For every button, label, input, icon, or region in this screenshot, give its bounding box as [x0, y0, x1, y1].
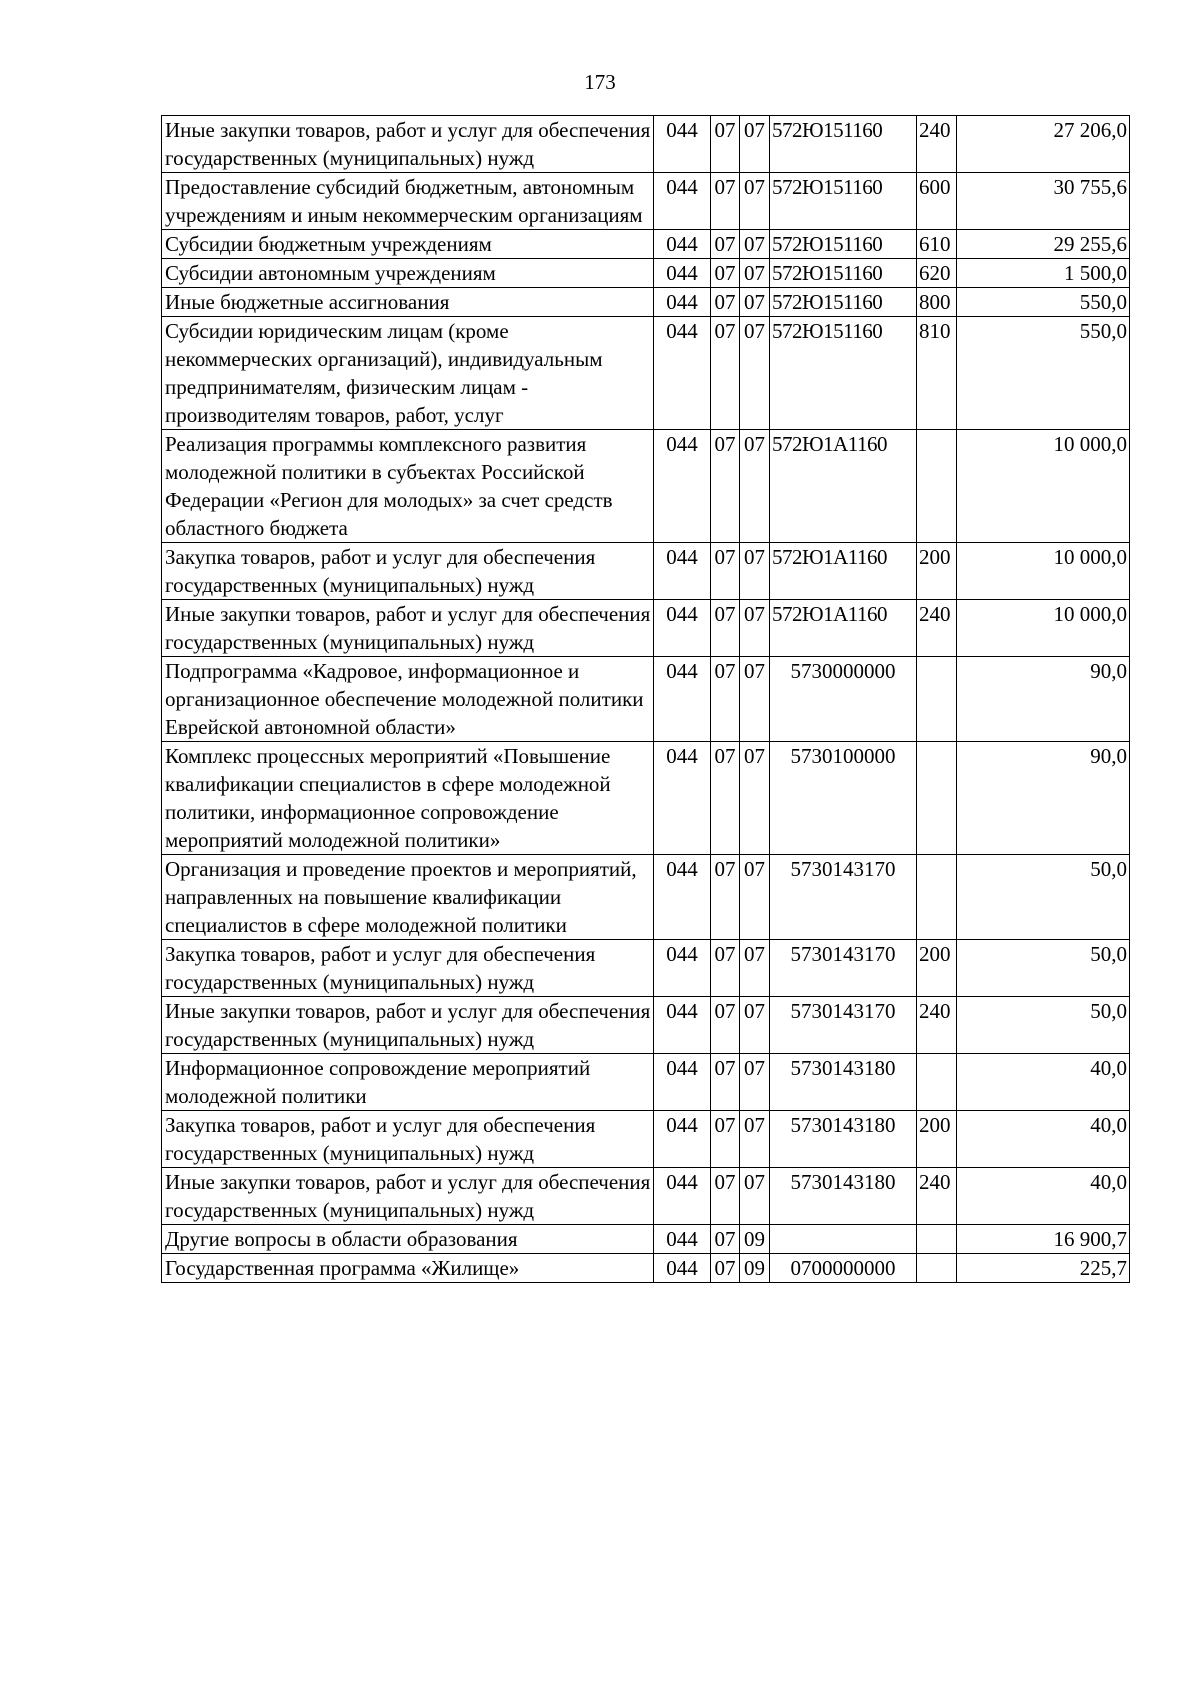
grbs-code-cell: 044	[654, 288, 711, 317]
expense-type-cell	[917, 742, 957, 855]
target-article-cell: 5730143180	[770, 1111, 917, 1168]
grbs-code-cell: 044	[654, 1225, 711, 1254]
section-code-cell: 07	[711, 1168, 740, 1225]
row-name-cell: Иные закупки товаров, работ и услуг для обеспечения государственных (муниципальных) нужд	[162, 600, 654, 657]
grbs-code-cell: 044	[654, 259, 711, 288]
expense-type-cell	[917, 1254, 957, 1283]
row-name-cell: Комплекс процессных мероприятий «Повышение квалификации специалистов в сфере молодежной политики, информационное сопровождение мероприятий молодежной политики»	[162, 742, 654, 855]
table-row	[162, 657, 1130, 742]
grbs-code-cell: 044	[654, 940, 711, 997]
subsection-code-cell: 07	[740, 430, 770, 543]
table-row	[162, 116, 1130, 173]
expense-type-cell	[917, 657, 957, 742]
subsection-code-cell: 07	[740, 940, 770, 997]
expense-type-cell: 810	[917, 317, 957, 430]
amount-cell: 550,0	[957, 317, 1130, 430]
grbs-code-cell: 044	[654, 1111, 711, 1168]
amount-cell: 1 500,0	[957, 259, 1130, 288]
grbs-code-cell: 044	[654, 317, 711, 430]
amount-cell: 10 000,0	[957, 430, 1130, 543]
row-name-cell: Государственная программа «Жилище»	[162, 1254, 654, 1283]
row-name-cell: Информационное сопровождение мероприятий молодежной политики	[162, 1054, 654, 1111]
row-name-cell: Субсидии бюджетным учреждениям	[162, 230, 654, 259]
row-name-cell: Подпрограмма «Кадровое, информационное и организационное обеспечение молодежной политики Еврейской автономной области»	[162, 657, 654, 742]
row-name-cell: Закупка товаров, работ и услуг для обеспечения государственных (муниципальных) нужд	[162, 543, 654, 600]
expense-type-cell: 200	[917, 940, 957, 997]
row-name-cell: Предоставление субсидий бюджетным, автономным учреждениям и иным некоммерческим организациям	[162, 173, 654, 230]
section-code-cell: 07	[711, 940, 740, 997]
target-article-cell: 0700000000	[770, 1254, 917, 1283]
target-article-cell: 572Ю151160	[770, 230, 917, 259]
target-article-cell	[770, 1225, 917, 1254]
subsection-code-cell: 07	[740, 230, 770, 259]
section-code-cell: 07	[711, 259, 740, 288]
subsection-code-cell: 07	[740, 1168, 770, 1225]
section-code-cell: 07	[711, 288, 740, 317]
section-code-cell: 07	[711, 230, 740, 259]
subsection-code-cell: 07	[740, 173, 770, 230]
table-row	[162, 940, 1130, 997]
expense-type-cell: 240	[917, 997, 957, 1054]
expense-type-cell: 240	[917, 116, 957, 173]
amount-cell: 90,0	[957, 742, 1130, 855]
table-row	[162, 1111, 1130, 1168]
amount-cell: 225,7	[957, 1254, 1130, 1283]
section-code-cell: 07	[711, 1054, 740, 1111]
amount-cell: 27 206,0	[957, 116, 1130, 173]
target-article-cell: 5730000000	[770, 657, 917, 742]
expense-type-cell: 200	[917, 543, 957, 600]
grbs-code-cell: 044	[654, 1168, 711, 1225]
table-row	[162, 317, 1130, 430]
amount-cell: 50,0	[957, 940, 1130, 997]
table-row	[162, 430, 1130, 543]
table-row	[162, 855, 1130, 940]
subsection-code-cell: 07	[740, 543, 770, 600]
subsection-code-cell: 07	[740, 1111, 770, 1168]
target-article-cell: 572Ю151160	[770, 259, 917, 288]
subsection-code-cell: 07	[740, 657, 770, 742]
grbs-code-cell: 044	[654, 543, 711, 600]
expense-type-cell	[917, 855, 957, 940]
table-row	[162, 1168, 1130, 1225]
subsection-code-cell: 07	[740, 855, 770, 940]
table-row	[162, 1254, 1130, 1283]
row-name-cell: Субсидии юридическим лицам (кроме некоммерческих организаций), индивидуальным предпринимателям, физическим лицам - производителям товаров, работ, услуг	[162, 317, 654, 430]
row-name-cell: Закупка товаров, работ и услуг для обеспечения государственных (муниципальных) нужд	[162, 940, 654, 997]
section-code-cell: 07	[711, 116, 740, 173]
table-row	[162, 997, 1130, 1054]
target-article-cell: 5730100000	[770, 742, 917, 855]
row-name-cell: Другие вопросы в области образования	[162, 1225, 654, 1254]
target-article-cell: 5730143170	[770, 940, 917, 997]
grbs-code-cell: 044	[654, 1054, 711, 1111]
section-code-cell: 07	[711, 173, 740, 230]
amount-cell: 10 000,0	[957, 600, 1130, 657]
subsection-code-cell: 07	[740, 742, 770, 855]
table-row	[162, 173, 1130, 230]
target-article-cell: 5730143180	[770, 1054, 917, 1111]
row-name-cell: Субсидии автономным учреждениям	[162, 259, 654, 288]
grbs-code-cell: 044	[654, 657, 711, 742]
table-row	[162, 230, 1130, 259]
amount-cell: 29 255,6	[957, 230, 1130, 259]
grbs-code-cell: 044	[654, 855, 711, 940]
table-row	[162, 1054, 1130, 1111]
grbs-code-cell: 044	[654, 1254, 711, 1283]
grbs-code-cell: 044	[654, 997, 711, 1054]
row-name-cell: Организация и проведение проектов и мероприятий, направленных на повышение квалификации специалистов в сфере молодежной политики	[162, 855, 654, 940]
grbs-code-cell: 044	[654, 116, 711, 173]
grbs-code-cell: 044	[654, 430, 711, 543]
target-article-cell: 572Ю1А1160	[770, 430, 917, 543]
table-row	[162, 1225, 1130, 1254]
subsection-code-cell: 07	[740, 317, 770, 430]
expense-type-cell	[917, 1225, 957, 1254]
row-name-cell: Иные бюджетные ассигнования	[162, 288, 654, 317]
target-article-cell: 572Ю151160	[770, 173, 917, 230]
amount-cell: 50,0	[957, 855, 1130, 940]
expense-type-cell: 240	[917, 1168, 957, 1225]
row-name-cell: Иные закупки товаров, работ и услуг для обеспечения государственных (муниципальных) нужд	[162, 1168, 654, 1225]
expense-type-cell: 200	[917, 1111, 957, 1168]
target-article-cell: 572Ю151160	[770, 116, 917, 173]
table-row	[162, 742, 1130, 855]
target-article-cell: 572Ю1А1160	[770, 543, 917, 600]
grbs-code-cell: 044	[654, 173, 711, 230]
target-article-cell: 5730143170	[770, 855, 917, 940]
target-article-cell: 572Ю1А1160	[770, 600, 917, 657]
section-code-cell: 07	[711, 742, 740, 855]
section-code-cell: 07	[711, 430, 740, 543]
amount-cell: 40,0	[957, 1168, 1130, 1225]
section-code-cell: 07	[711, 997, 740, 1054]
section-code-cell: 07	[711, 543, 740, 600]
amount-cell: 30 755,6	[957, 173, 1130, 230]
section-code-cell: 07	[711, 317, 740, 430]
target-article-cell: 5730143170	[770, 997, 917, 1054]
section-code-cell: 07	[711, 600, 740, 657]
section-code-cell: 07	[711, 855, 740, 940]
row-name-cell: Иные закупки товаров, работ и услуг для обеспечения государственных (муниципальных) нужд	[162, 997, 654, 1054]
subsection-code-cell: 07	[740, 997, 770, 1054]
table-row	[162, 288, 1130, 317]
row-name-cell: Реализация программы комплексного развития молодежной политики в субъектах Российской Федерации «Регион для молодых» за счет средств областного бюджета	[162, 430, 654, 543]
grbs-code-cell: 044	[654, 742, 711, 855]
expense-type-cell: 800	[917, 288, 957, 317]
subsection-code-cell: 07	[740, 259, 770, 288]
expense-type-cell: 600	[917, 173, 957, 230]
amount-cell: 90,0	[957, 657, 1130, 742]
section-code-cell: 07	[711, 657, 740, 742]
amount-cell: 550,0	[957, 288, 1130, 317]
expense-type-cell: 620	[917, 259, 957, 288]
subsection-code-cell: 07	[740, 1054, 770, 1111]
expense-type-cell: 610	[917, 230, 957, 259]
table-row	[162, 600, 1130, 657]
amount-cell: 16 900,7	[957, 1225, 1130, 1254]
table-row	[162, 259, 1130, 288]
section-code-cell: 07	[711, 1111, 740, 1168]
amount-cell: 10 000,0	[957, 543, 1130, 600]
target-article-cell: 572Ю151160	[770, 288, 917, 317]
amount-cell: 40,0	[957, 1111, 1130, 1168]
amount-cell: 40,0	[957, 1054, 1130, 1111]
grbs-code-cell: 044	[654, 600, 711, 657]
section-code-cell: 07	[711, 1254, 740, 1283]
target-article-cell: 572Ю151160	[770, 317, 917, 430]
subsection-code-cell: 09	[740, 1225, 770, 1254]
row-name-cell: Закупка товаров, работ и услуг для обеспечения государственных (муниципальных) нужд	[162, 1111, 654, 1168]
page-number: 173	[584, 70, 616, 94]
grbs-code-cell: 044	[654, 230, 711, 259]
budget-table-body	[162, 116, 1130, 1283]
subsection-code-cell: 09	[740, 1254, 770, 1283]
budget-table	[161, 115, 1130, 1283]
row-name-cell: Иные закупки товаров, работ и услуг для обеспечения государственных (муниципальных) нужд	[162, 116, 654, 173]
expense-type-cell	[917, 430, 957, 543]
table-row	[162, 543, 1130, 600]
expense-type-cell	[917, 1054, 957, 1111]
section-code-cell: 07	[711, 1225, 740, 1254]
target-article-cell: 5730143180	[770, 1168, 917, 1225]
subsection-code-cell: 07	[740, 600, 770, 657]
amount-cell: 50,0	[957, 997, 1130, 1054]
subsection-code-cell: 07	[740, 116, 770, 173]
expense-type-cell: 240	[917, 600, 957, 657]
subsection-code-cell: 07	[740, 288, 770, 317]
